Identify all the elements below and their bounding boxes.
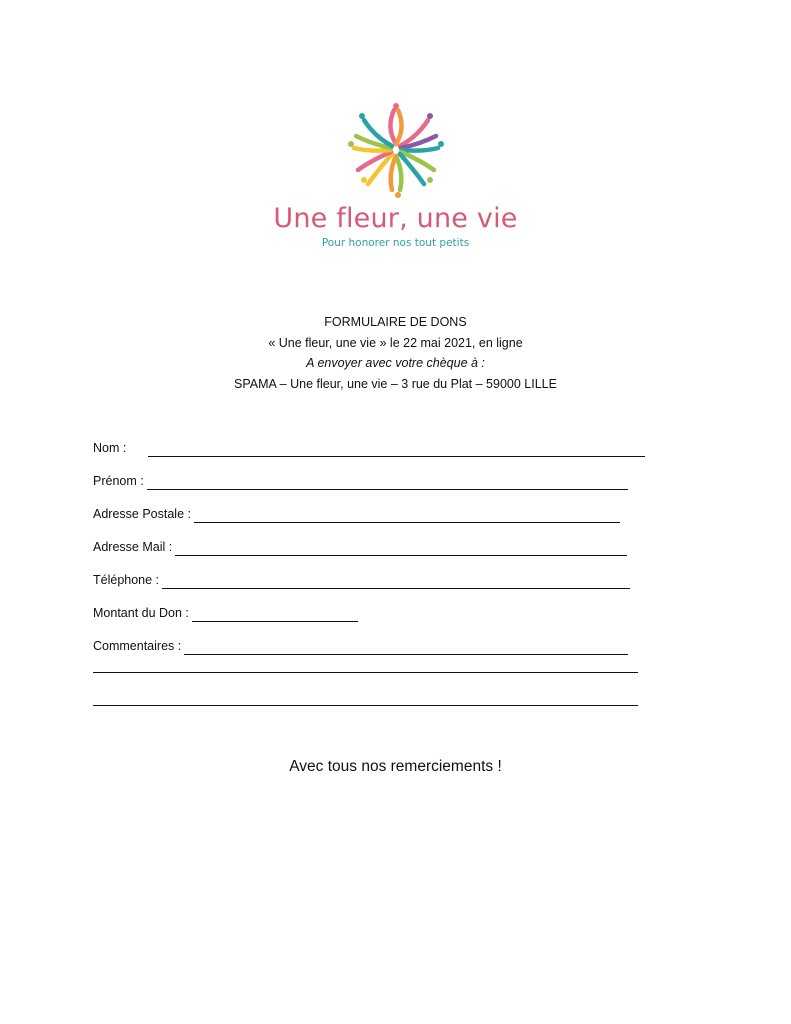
- event-line: « Une fleur, une vie » le 22 mai 2021, en ligne: [268, 335, 523, 350]
- adresse-postale-field[interactable]: [194, 506, 620, 523]
- thanks-message: Avec tous nos remerciements !: [289, 758, 502, 775]
- prenom-field[interactable]: [147, 473, 628, 490]
- donation-form: [93, 424, 653, 655]
- field-row-telephone: [93, 556, 653, 589]
- field-row-nom: [93, 424, 653, 457]
- brand-tagline: Pour honorer nos tout petits: [321, 237, 470, 249]
- field-row-prenom: [93, 457, 653, 490]
- montant-du-don-field[interactable]: [192, 605, 358, 622]
- send-instruction: A envoyer avec votre chèque à :: [306, 356, 485, 370]
- field-row-commentaires: [93, 622, 653, 655]
- logo: [0, 100, 791, 250]
- mailing-address: SPAMA – Une fleur, une vie – 3 rue du Plat – 59000 LILLE: [234, 376, 557, 391]
- nom-field[interactable]: [148, 440, 645, 457]
- field-label-adresse-mail: Adresse Mail :: [93, 540, 173, 554]
- form-header: [0, 312, 791, 394]
- field-row-adresse-mail: [93, 523, 653, 556]
- comment-extra-line[interactable]: [93, 705, 638, 706]
- field-row-montant: [93, 589, 653, 622]
- field-label-prenom: Prénom :: [93, 474, 144, 488]
- brand-name: Une fleur, une vie: [273, 203, 518, 234]
- field-label-commentaires: Commentaires :: [93, 639, 182, 653]
- commentaires-field[interactable]: [184, 638, 628, 655]
- field-label-adresse-postale: Adresse Postale :: [93, 507, 191, 521]
- form-title: FORMULAIRE DE DONS: [324, 315, 467, 329]
- field-row-adresse-postale: [93, 490, 653, 523]
- telephone-field[interactable]: [162, 572, 630, 589]
- comment-extra-line[interactable]: [93, 672, 638, 673]
- adresse-mail-field[interactable]: [175, 539, 627, 556]
- field-label-montant: Montant du Don :: [93, 606, 189, 620]
- field-label-nom: Nom :: [93, 441, 127, 455]
- field-label-telephone: Téléphone :: [93, 573, 160, 587]
- flower-logo-icon: [346, 100, 446, 200]
